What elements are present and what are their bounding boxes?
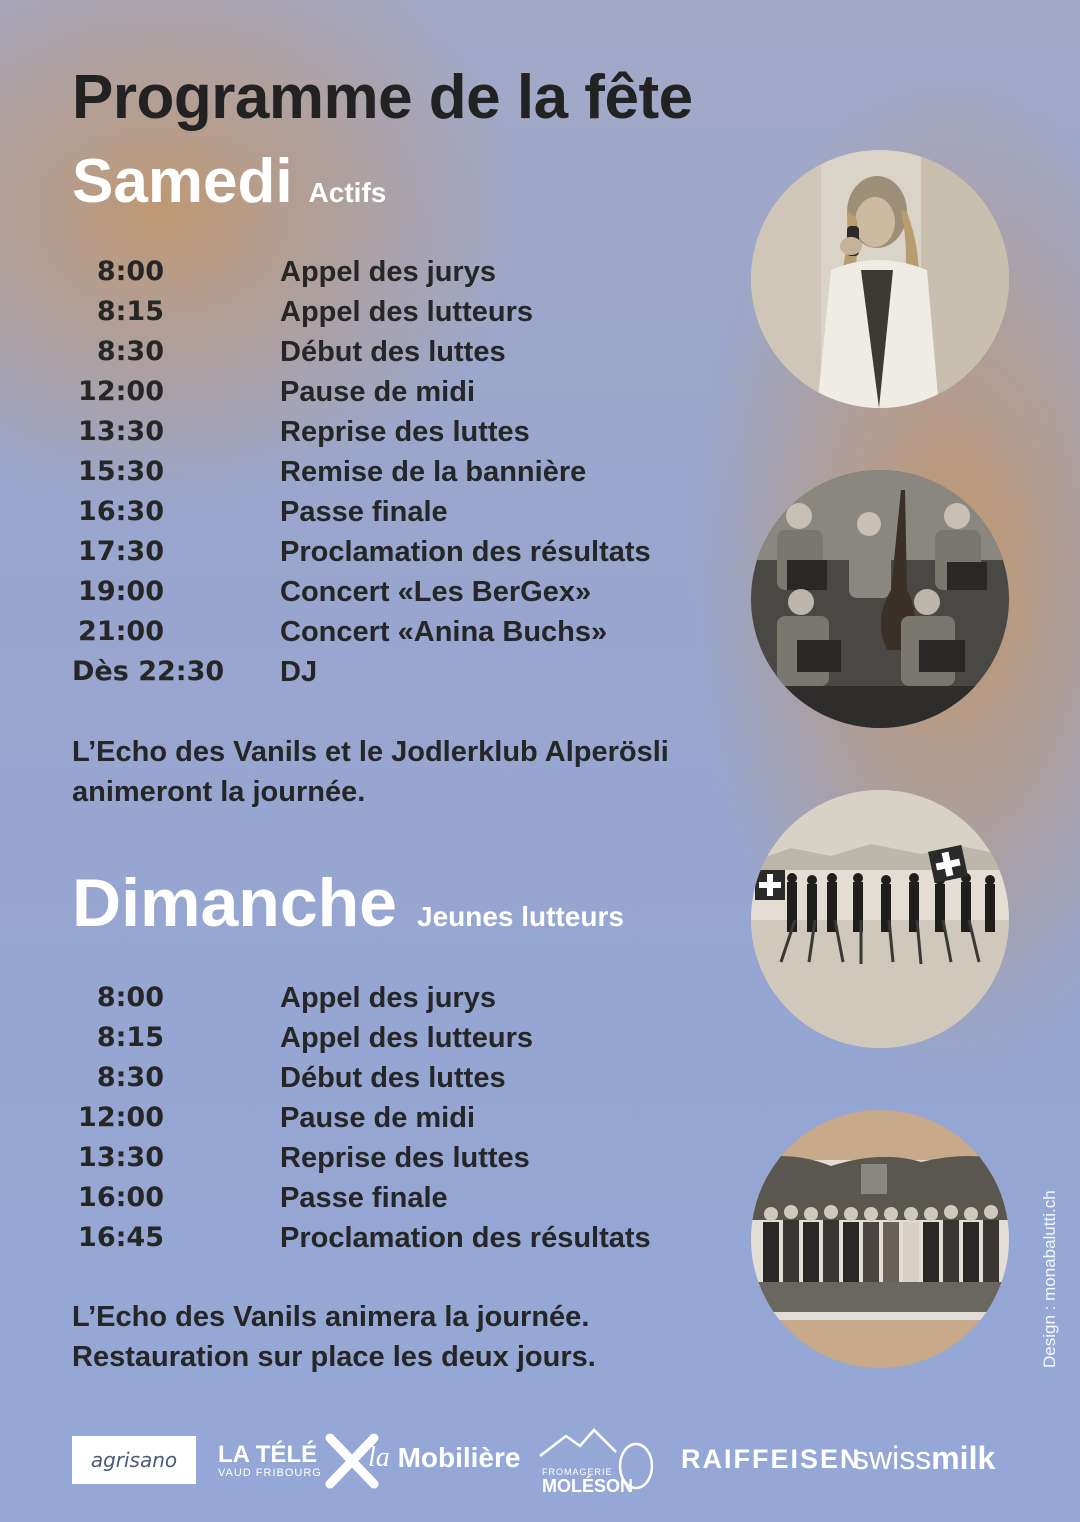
- swiss-cross-icon: [755, 870, 785, 900]
- schedule-row: [72, 252, 732, 292]
- schedule-time: 13:30: [78, 1142, 164, 1173]
- schedule-row: [72, 572, 732, 612]
- band-photo: [751, 470, 1009, 728]
- schedule-time: 15:30: [78, 456, 164, 487]
- schedule-event: Appel des lutteurs: [280, 1022, 533, 1054]
- schedule-event: Début des luttes: [280, 336, 506, 368]
- swissmilk-prefix: swiss: [853, 1440, 932, 1476]
- moleson-sublabel: FROMAGERIE: [542, 1466, 613, 1477]
- singer-photo: [751, 150, 1009, 408]
- schedule-time: 16:30: [78, 496, 164, 527]
- latele-logo: [218, 1430, 382, 1492]
- schedule-event: Proclamation des résultats: [280, 1222, 651, 1254]
- saturday-heading: [72, 146, 386, 217]
- schedule-time: 12:00: [78, 376, 164, 407]
- note-line: Restauration sur place les deux jours.: [72, 1341, 596, 1373]
- schedule-event: Pause de midi: [280, 1102, 476, 1134]
- schedule-row: [72, 1138, 732, 1178]
- schedule-row: [72, 292, 732, 332]
- agrisano-logo: [72, 1436, 196, 1484]
- saturday-note: [72, 732, 752, 812]
- schedule-row: [72, 978, 732, 1018]
- schedule-time: 12:00: [78, 1102, 164, 1133]
- schedule-time: 8:15: [96, 1022, 164, 1053]
- moleson-logo: [536, 1426, 660, 1496]
- schedule-event: Appel des jurys: [280, 256, 496, 288]
- note-line: L’Echo des Vanils animera la journée.: [72, 1301, 590, 1333]
- mobiliere-label: Mobilière: [397, 1442, 521, 1473]
- alphorn-photo: [751, 790, 1009, 1048]
- saturday-category: Actifs: [308, 177, 387, 208]
- schedule-event: Remise de la bannière: [280, 456, 587, 488]
- sunday-day-label: Dimanche: [72, 865, 397, 941]
- moleson-label: MOLÉSON: [542, 1475, 634, 1496]
- schedule-row: [72, 492, 732, 532]
- schedule-event: Concert «Les BerGex»: [280, 576, 592, 608]
- schedule-row: [72, 332, 732, 372]
- schedule-row: [72, 652, 732, 692]
- schedule-time: 8:15: [96, 296, 164, 327]
- schedule-row: [72, 412, 732, 452]
- raiffeisen-logo: [681, 1444, 862, 1475]
- schedule-time: 8:00: [96, 982, 164, 1013]
- schedule-time: 17:30: [78, 536, 164, 567]
- schedule-event: Passe finale: [280, 496, 448, 528]
- schedule-event: Reprise des luttes: [280, 1142, 530, 1174]
- sunday-note: [72, 1297, 752, 1377]
- schedule-time: 16:00: [78, 1182, 164, 1213]
- schedule-event: Début des luttes: [280, 1062, 506, 1094]
- schedule-row: [72, 612, 732, 652]
- note-line: L’Echo des Vanils et le Jodlerklub Alperösli: [72, 736, 669, 768]
- schedule-time: Dès 22:30: [72, 656, 225, 687]
- saturday-schedule: [72, 252, 732, 692]
- schedule-time: 8:00: [96, 256, 164, 287]
- agrisano-label: agrisano: [90, 1448, 178, 1472]
- schedule-event: Reprise des luttes: [280, 416, 530, 448]
- schedule-event: Pause de midi: [280, 376, 476, 408]
- schedule-time: 13:30: [78, 416, 164, 447]
- schedule-event: DJ: [280, 656, 318, 688]
- schedule-time: 19:00: [78, 576, 164, 607]
- page-title: Programme de la fête: [72, 63, 693, 132]
- schedule-event: Concert «Anina Buchs»: [280, 616, 608, 648]
- schedule-row: [72, 532, 732, 572]
- latele-sublabel: VAUD FRIBOURG: [218, 1467, 322, 1479]
- sunday-heading: [72, 864, 624, 942]
- mobiliere-prefix: la: [368, 1442, 390, 1473]
- sunday-category: Jeunes lutteurs: [417, 901, 624, 932]
- swissmilk-label: milk: [931, 1440, 996, 1476]
- schedule-time: 8:30: [96, 1062, 164, 1093]
- swissmilk-logo: [853, 1440, 995, 1477]
- schedule-row: [72, 1058, 732, 1098]
- schedule-event: Passe finale: [280, 1182, 448, 1214]
- schedule-time: 16:45: [78, 1222, 164, 1253]
- schedule-time: 8:30: [96, 336, 164, 367]
- raiffeisen-label: RAIFFEISEN: [681, 1444, 862, 1474]
- schedule-event: Appel des lutteurs: [280, 296, 533, 328]
- schedule-event: Appel des jurys: [280, 982, 496, 1014]
- design-credit: Design : monabalutti.ch: [1040, 1190, 1059, 1368]
- note-line: animeront la journée.: [72, 776, 366, 808]
- sunday-schedule: [72, 978, 732, 1258]
- choir-photo: [751, 1110, 1009, 1368]
- schedule-row: [72, 1098, 732, 1138]
- schedule-row: [72, 1178, 732, 1218]
- schedule-event: Proclamation des résultats: [280, 536, 651, 568]
- latele-label: LA TÉLÉ: [218, 1441, 318, 1468]
- schedule-row: [72, 372, 732, 412]
- schedule-time: 21:00: [78, 616, 164, 647]
- schedule-row: [72, 452, 732, 492]
- schedule-row: [72, 1218, 732, 1258]
- sponsor-logos: [0, 1420, 1080, 1500]
- schedule-row: [72, 1018, 732, 1058]
- mobiliere-logo: [368, 1442, 520, 1474]
- saturday-day-label: Samedi: [72, 147, 293, 216]
